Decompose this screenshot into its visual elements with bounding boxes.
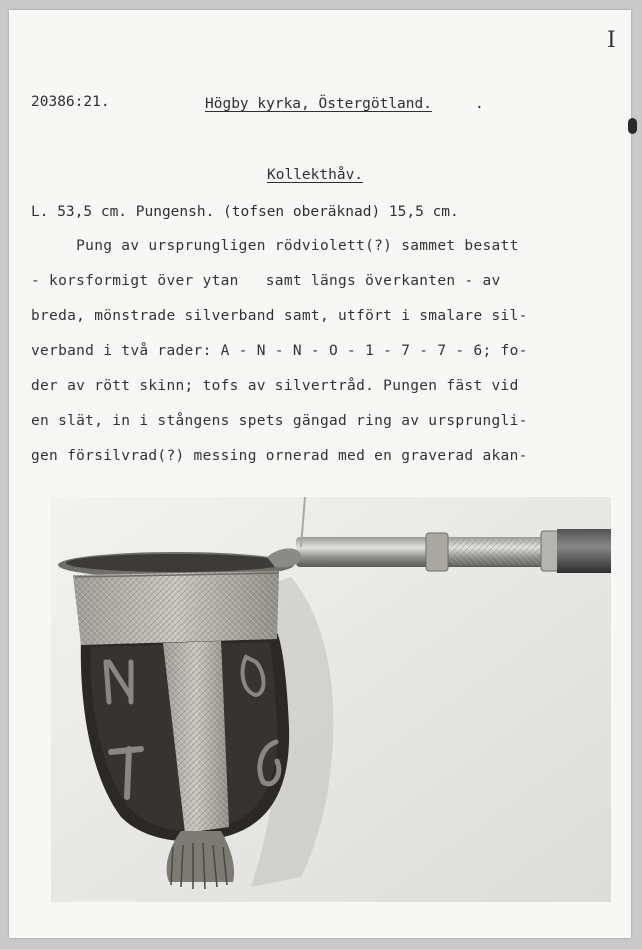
catalog-card: [9, 10, 631, 938]
object-photograph: [51, 497, 611, 902]
location-text: Högby kyrka, Östergötland.: [205, 96, 432, 112]
collection-bag-illustration: [51, 497, 611, 902]
description-line-2: - korsformigt över ytan samt längs överkanten - av: [31, 273, 501, 289]
description-line-4: verband i två rader: A - N - N - O - 1 - 7 - 7 - 6; fo-: [31, 343, 528, 359]
card-number: I: [607, 28, 616, 53]
description-line-7: gen försilvrad(?) messing ornerad med en graverad akan-: [31, 448, 528, 464]
location-period: .: [475, 96, 484, 112]
description-line-5: der av rött skinn; tofs av silvertråd. Pungen fäst vid: [31, 378, 519, 394]
punch-hole: [628, 118, 637, 134]
description-line-3: breda, mönstrade silverband samt, utfört i smalare sil-: [31, 308, 528, 324]
object-title: Kollekthåv.: [267, 167, 364, 183]
inventory-number: 20386:21.: [31, 94, 110, 110]
measurements: L. 53,5 cm. Pungensh. (tofsen oberäknad) 15,5 cm.: [31, 204, 459, 220]
description-line-1: Pung av ursprungligen rödviolett(?) sammet besatt: [31, 238, 519, 254]
location: [205, 96, 432, 112]
description-line-6: en slät, in i stångens spets gängad ring av ursprungli-: [31, 413, 528, 429]
